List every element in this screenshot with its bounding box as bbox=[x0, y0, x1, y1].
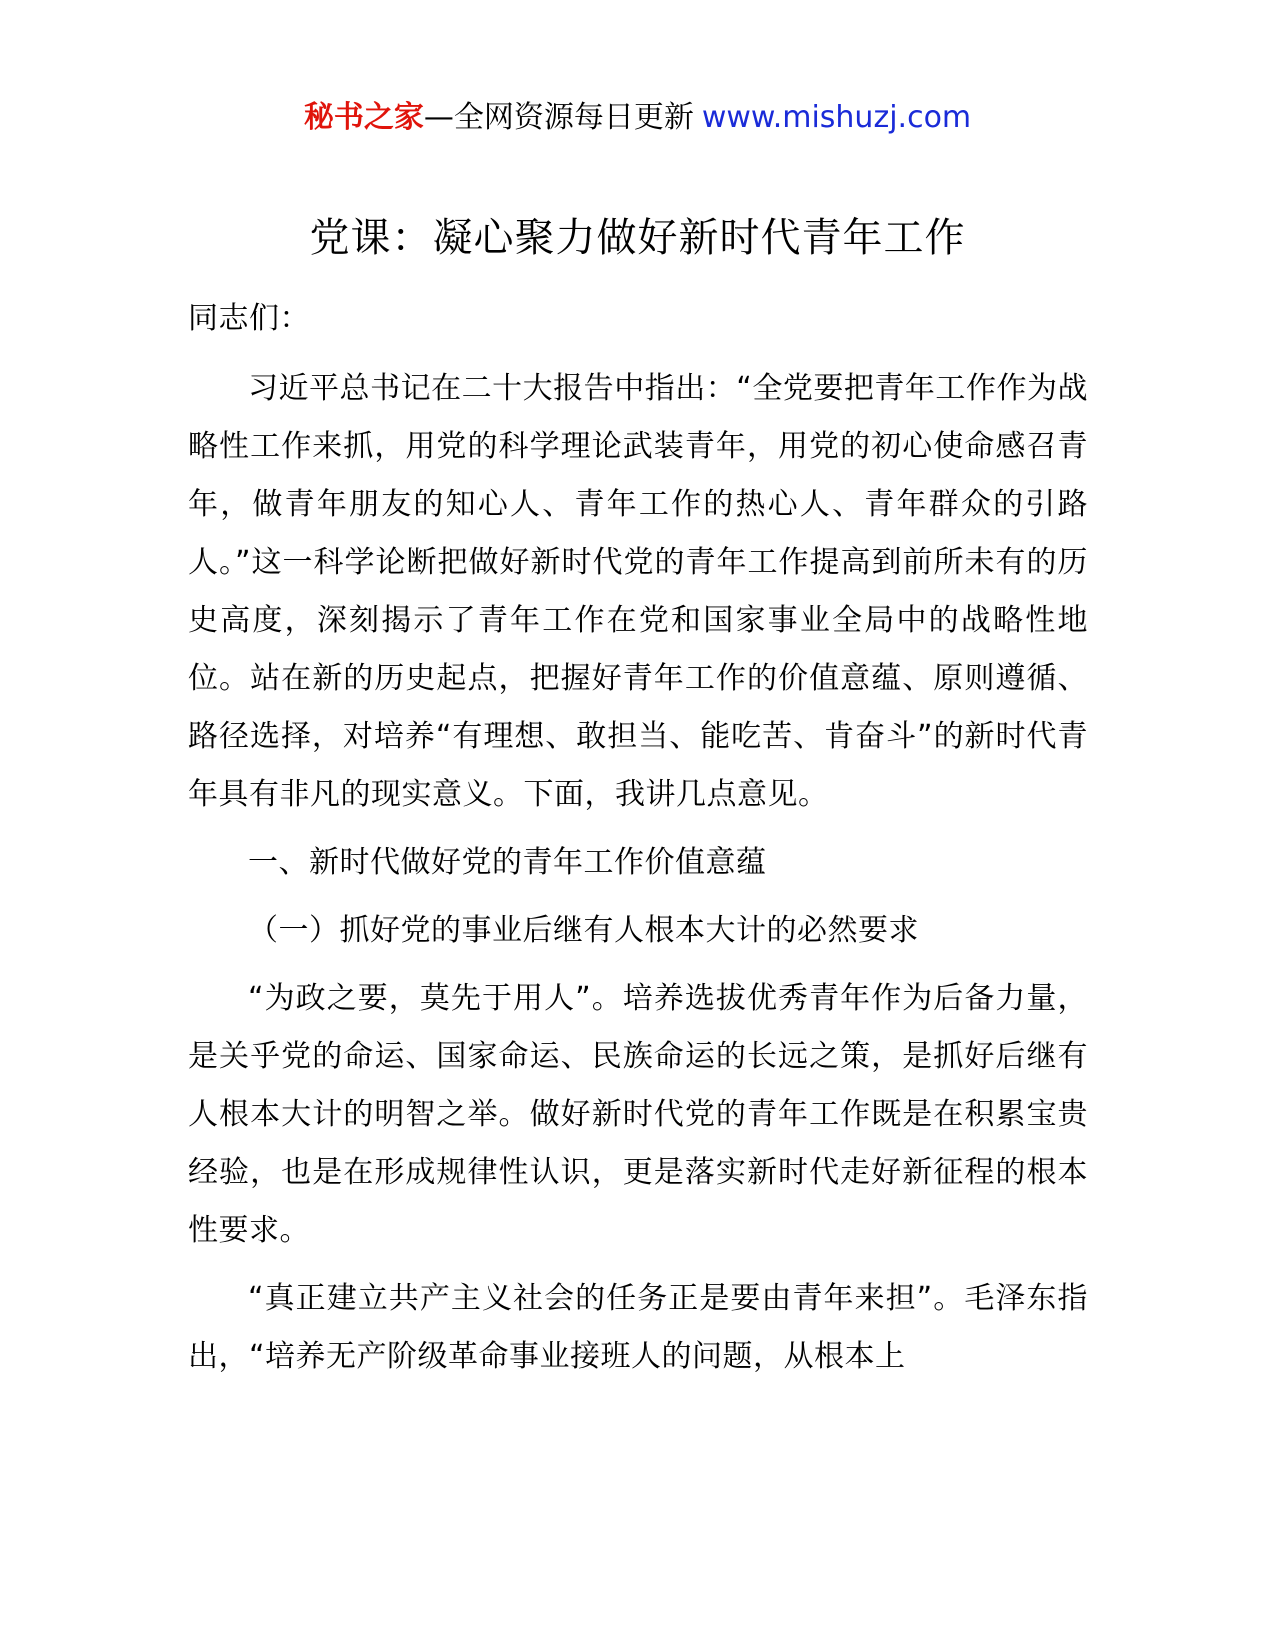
greeting: 同志们： bbox=[188, 301, 310, 336]
body-paragraph: 习近平总书记在二十大报告中指出：“全党要把青年工作作为战略性工作来抓，用党的科学理论武装青年，用党的初心使命感召青年，做青年朋友的知心人、青年工作的热心人、青年群众的引路人。”这一科学论断把做好新时代党的青年工作提高到前所未有的历史高度，深刻揭示了青年工作在党和国家事业全局中的战略性地位。站在新的历史起点，把握好青年工作的价值意蕴、原则遵循、路径选择，对培养“有理想、敢担当、能吃苦、肯奋斗”的新时代青年具有非凡的现实意义。下面，我讲几点意见。 bbox=[188, 371, 1088, 812]
body-paragraph: “为政之要，莫先于用人”。培养选拔优秀青年作为后备力量，是关乎党的命运、国家命运、民族命运的长远之策，是抓好后继有人根本大计的明智之举。做好新时代党的青年工作既是在积累宝贵经验，也是在形成规律性认识，更是落实新时代走好新征程的根本性要求。 bbox=[188, 981, 1088, 1248]
website-link[interactable]: www.mishuzj.com bbox=[701, 100, 972, 135]
document-body bbox=[188, 290, 1088, 1396]
site-header-banner bbox=[0, 96, 1275, 140]
body-paragraph: “真正建立共产主义社会的任务正是要由青年来担”。毛泽东指出，“培养无产阶级革命事业接班人的问题，从根本上 bbox=[188, 1281, 1088, 1374]
document-title: 党课：凝心聚力做好新时代青年工作 bbox=[309, 215, 966, 261]
subsection-heading: （一）抓好党的事业后继有人根本大计的必然要求 bbox=[248, 913, 919, 948]
header-tagline: —全网资源每日更新 bbox=[423, 100, 694, 135]
brand-name: 秘书之家 bbox=[303, 100, 424, 135]
section-heading: 一、新时代做好党的青年工作价值意蕴 bbox=[248, 845, 767, 880]
